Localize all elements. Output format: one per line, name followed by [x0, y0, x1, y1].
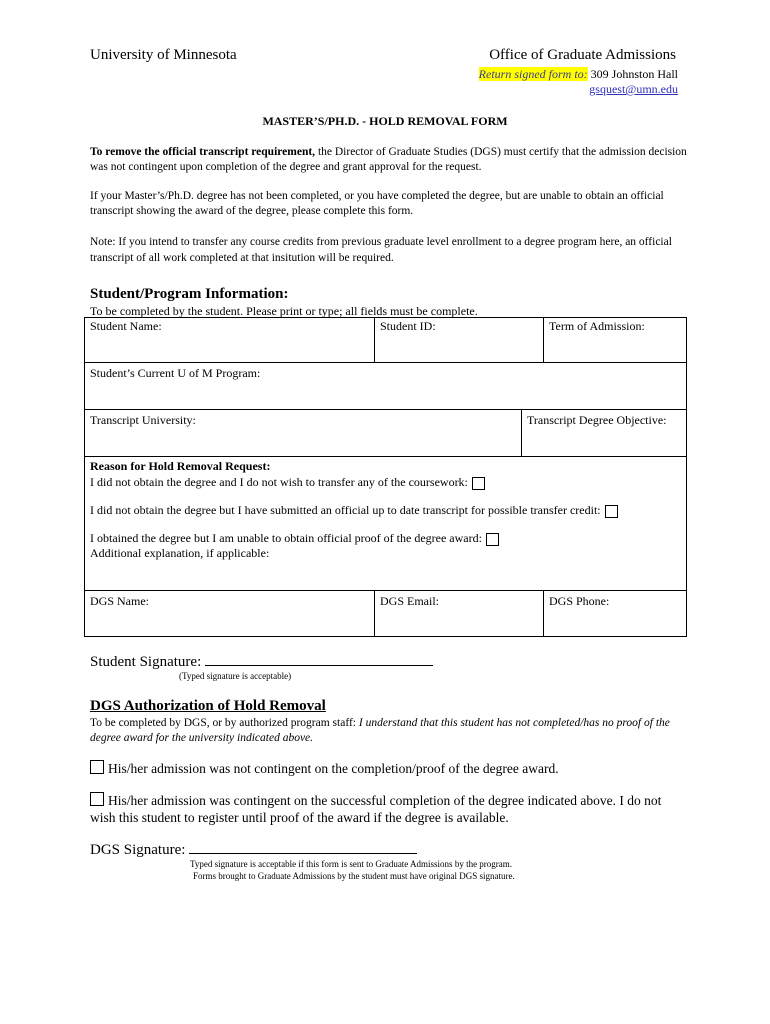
institution-name: University of Minnesota [90, 47, 237, 63]
dgs-signature-line[interactable] [189, 841, 417, 854]
student-id-field[interactable] [374, 317, 544, 363]
dgs-option-2 [90, 792, 690, 826]
transcript-university-field[interactable] [84, 409, 522, 457]
dgs-option-2-label: His/her admission was contingent on the successful completion of the degree indicated above. I do not wish this student to register until proof of the award if the degree is available. [90, 793, 662, 825]
current-program-field[interactable] [84, 362, 687, 410]
term-label: Term of Admission: [549, 319, 645, 333]
intro-paragraph-2: If your Master’s/Ph.D. degree has not been completed, or you have completed the degree, but are unable to obtain an official transcript showing the award of the degree, please complete this form. [90, 190, 664, 217]
reason-2-label: I did not obtain the degree but I have submitted an official up to date transcript for possible transfer credit: [90, 503, 601, 517]
return-address [479, 67, 678, 82]
email-link[interactable]: gsquest@umn.edu [589, 82, 678, 96]
office-name: Office of Graduate Admissions [489, 47, 676, 63]
program-label: Student’s Current U of M Program: [90, 366, 261, 380]
transcript-objective-field[interactable] [521, 409, 687, 457]
student-section-heading: Student/Program Information: [90, 286, 289, 302]
reason-heading: Reason for Hold Removal Request: [90, 459, 271, 473]
student-id-label: Student ID: [380, 319, 436, 333]
return-location: 309 Johnston Hall [590, 67, 678, 81]
dgs-signature-row [90, 841, 417, 859]
dgs-option-1-checkbox[interactable] [90, 760, 104, 774]
intro-note: Note: If you intend to transfer any course credits from previous graduate level enrollment to a degree program here, an official transcript of all work completed at that insitution will be required. [90, 236, 672, 264]
intro-paragraph-1 [90, 145, 690, 175]
dgs-instruction [90, 716, 690, 746]
reason-3-label: I obtained the degree but I am unable to obtain official proof of the degree award: [90, 531, 482, 545]
dgs-signature-note-2: Forms brought to Graduate Admissions by the student must have original DGS signature. [193, 871, 515, 881]
intro-rest: the Director of Graduate Studies (DGS) must certify that the admission decision was not contingent upon completion of the degree and grant approval for the request. [90, 146, 687, 173]
dgs-instruction-plain: To be completed by DGS, or by authorized program staff: [90, 717, 359, 729]
dgs-name-label: DGS Name: [90, 594, 149, 608]
dgs-signature-label: DGS Signature: [90, 842, 186, 858]
student-signature-row [90, 653, 433, 671]
form-title: MASTER’S/PH.D. - HOLD REMOVAL FORM [262, 114, 508, 128]
term-of-admission-field[interactable] [543, 317, 687, 363]
reason-option-2 [90, 503, 681, 518]
reason-1-label: I did not obtain the degree and I do not wish to transfer any of the coursework: [90, 475, 468, 489]
dgs-option-1-label: His/her admission was not contingent on the completion/proof of the degree award. [108, 761, 559, 776]
reason-2-checkbox[interactable] [605, 505, 618, 518]
transcript-university-label: Transcript University: [90, 413, 196, 427]
dgs-name-field[interactable] [84, 590, 375, 637]
student-section-instruction: To be completed by the student. Please print or type; all fields must be complete. [90, 304, 478, 318]
student-signature-label: Student Signature: [90, 654, 202, 670]
dgs-section-heading: DGS Authorization of Hold Removal [90, 698, 326, 714]
reason-1-checkbox[interactable] [472, 477, 485, 490]
reason-option-1 [90, 475, 681, 490]
student-name-label: Student Name: [90, 319, 162, 333]
intro-bold: To remove the official transcript requirement, [90, 146, 316, 158]
dgs-email-field[interactable] [374, 590, 544, 637]
transcript-objective-label: Transcript Degree Objective: [527, 413, 667, 427]
reason-option-3 [90, 531, 681, 546]
dgs-signature-note-1: Typed signature is acceptable if this form is sent to Graduate Admissions by the program. [190, 859, 513, 869]
student-signature-line[interactable] [205, 653, 433, 666]
reason-section [84, 456, 687, 591]
student-name-field[interactable] [84, 317, 375, 363]
additional-explanation-label[interactable]: Additional explanation, if applicable: [90, 546, 270, 560]
dgs-phone-label: DGS Phone: [549, 594, 610, 608]
dgs-option-1 [90, 760, 690, 777]
student-signature-note: (Typed signature is acceptable) [179, 671, 292, 681]
return-label: Return signed form to: [478, 67, 588, 81]
dgs-instruction-italic: I understand that this student has not completed/has no proof of the degree award for the university indicated above. [90, 717, 670, 744]
dgs-option-2-checkbox[interactable] [90, 792, 104, 806]
dgs-email-label: DGS Email: [380, 594, 439, 608]
reason-3-checkbox[interactable] [486, 533, 499, 546]
dgs-phone-field[interactable] [543, 590, 687, 637]
